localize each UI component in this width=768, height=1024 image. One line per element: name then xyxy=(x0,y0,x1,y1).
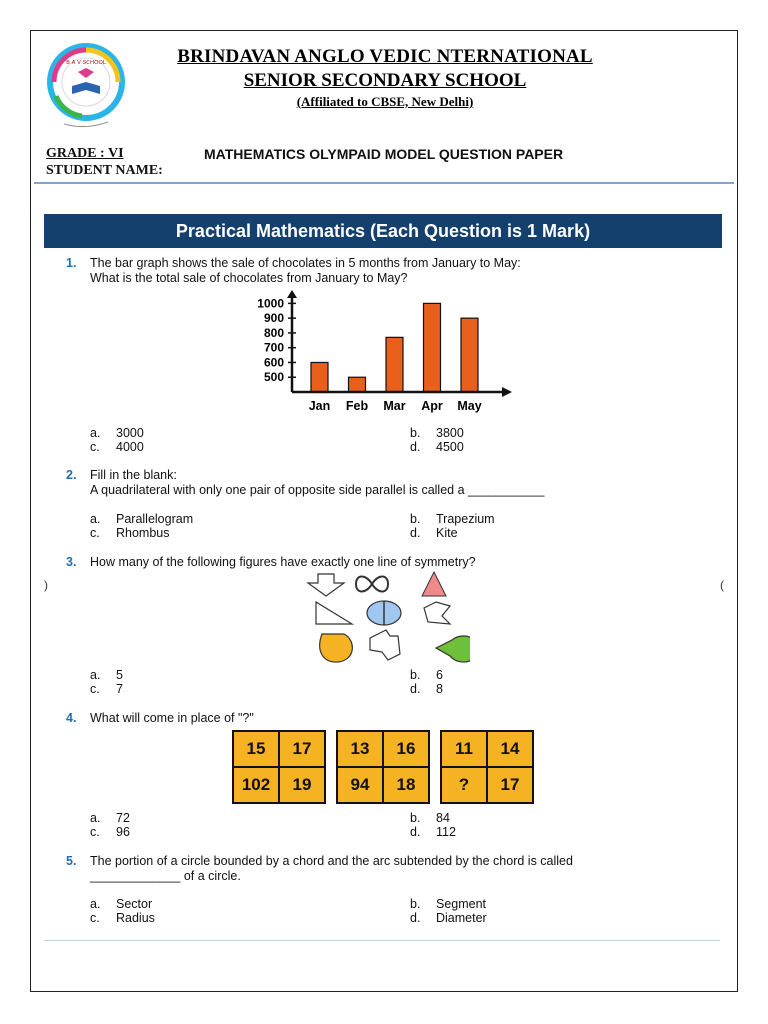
question-text: A quadrilateral with only one pair of opposite side parallel is called a ___________ xyxy=(90,483,545,497)
option-b[interactable]: b. Segment xyxy=(410,897,487,911)
grid-cell: 102 xyxy=(234,768,278,802)
footer-divider xyxy=(44,940,720,941)
y-tick-label: 500 xyxy=(263,370,284,385)
question-text: What is the total sale of chocolates from January to May? xyxy=(90,271,408,285)
option-b[interactable]: b. 84 xyxy=(410,811,450,825)
section-banner: Practical Mathematics (Each Question is 1 Mark) xyxy=(44,214,722,248)
x-tick-label: Mar xyxy=(383,399,406,413)
grid-cell: 16 xyxy=(384,732,428,766)
question-number: 5. xyxy=(66,854,77,868)
option-c[interactable]: c. 7 xyxy=(90,682,123,696)
bar-mar xyxy=(386,337,403,392)
x-tick-label: Jan xyxy=(308,399,331,413)
option-a[interactable]: a. 72 xyxy=(90,811,130,825)
option-d[interactable]: d. Diameter xyxy=(410,911,487,925)
triangle-figure xyxy=(422,572,446,596)
question-text: The bar graph shows the sale of chocolates in 5 months from January to May: xyxy=(90,256,521,270)
symmetry-figures xyxy=(300,570,470,666)
number-grid-3 xyxy=(440,730,534,804)
grid-cell: 15 xyxy=(234,732,278,766)
y-tick-label: 700 xyxy=(263,340,284,355)
option-b[interactable]: b. Trapezium xyxy=(410,512,495,526)
pacman-figure xyxy=(436,636,470,662)
y-tick-label: 600 xyxy=(263,355,284,370)
logo-text: B A V SCHOOL xyxy=(66,60,106,66)
blob-figure xyxy=(320,634,353,662)
question-text: Fill in the blank: xyxy=(90,468,177,482)
option-a[interactable]: a. Sector xyxy=(90,897,153,911)
bar-chart xyxy=(240,288,520,416)
school-name-line2: SENIOR SECONDARY SCHOOL xyxy=(243,70,527,91)
number-grid-1 xyxy=(232,730,326,804)
grid-cell: 19 xyxy=(280,768,324,802)
question-text: The portion of a circle bounded by a chord and the arc subtended by the chord is called xyxy=(90,854,573,868)
bar-apr xyxy=(424,303,441,392)
grid-cell: 14 xyxy=(488,732,532,766)
option-c[interactable]: c. Radius xyxy=(90,911,155,925)
option-b[interactable]: b. 3800 xyxy=(410,426,464,440)
grid-cell: 13 xyxy=(338,732,382,766)
option-d[interactable]: d. 112 xyxy=(410,825,456,839)
question-text: _____________ of a circle. xyxy=(90,869,241,883)
option-c[interactable]: c. 96 xyxy=(90,825,130,839)
grid-cell: 18 xyxy=(384,768,428,802)
margin-mark: ( xyxy=(720,578,724,592)
x-tick-label: May xyxy=(457,399,482,413)
grid-cell: 17 xyxy=(488,768,532,802)
margin-mark: ) xyxy=(44,578,48,592)
number-grid-2 xyxy=(336,730,430,804)
option-d[interactable]: d. 4500 xyxy=(410,440,464,454)
option-d[interactable]: d. 8 xyxy=(410,682,443,696)
affiliation: (Affiliated to CBSE, New Delhi) xyxy=(296,94,474,109)
bar-feb xyxy=(349,377,366,392)
polygon-figure xyxy=(424,602,450,624)
option-b[interactable]: b. 6 xyxy=(410,668,443,682)
question-text: How many of the following figures have exactly one line of symmetry? xyxy=(90,555,476,569)
y-axis-arrow xyxy=(287,290,297,298)
school-name-line1: BRINDAVAN ANGLO VEDIC NTERNATIONAL xyxy=(177,46,593,67)
option-d[interactable]: d. Kite xyxy=(410,526,458,540)
student-name-label: STUDENT NAME: xyxy=(46,163,163,178)
question-number: 3. xyxy=(66,555,77,569)
grid-cell: ? xyxy=(442,768,486,802)
paper-title: MATHEMATICS OLYMPAID MODEL QUESTION PAPER xyxy=(204,146,564,162)
school-header xyxy=(130,46,640,110)
school-logo xyxy=(42,42,130,130)
option-a[interactable]: a. 5 xyxy=(90,668,123,682)
question-number: 4. xyxy=(66,711,77,725)
grid-cell: 94 xyxy=(338,768,382,802)
y-tick-label: 1000 xyxy=(257,296,284,311)
infinity-figure xyxy=(356,577,388,592)
header-divider xyxy=(34,182,734,184)
x-tick-label: Feb xyxy=(345,399,369,413)
option-c[interactable]: c. Rhombus xyxy=(90,526,170,540)
question-number: 1. xyxy=(66,256,77,270)
grade-label: GRADE : VI xyxy=(46,146,124,161)
y-tick-label: 800 xyxy=(263,325,284,340)
bar-may xyxy=(461,318,478,392)
x-axis-arrow xyxy=(502,387,512,397)
grid-cell: 17 xyxy=(280,732,324,766)
option-a[interactable]: a. 3000 xyxy=(90,426,144,440)
grid-cell: 11 xyxy=(442,732,486,766)
right-triangle-figure xyxy=(316,602,352,624)
option-a[interactable]: a. Parallelogram xyxy=(90,512,194,526)
arrow-figure xyxy=(308,574,344,596)
question-text: What will come in place of "?" xyxy=(90,711,254,725)
question-number: 2. xyxy=(66,468,77,482)
option-c[interactable]: c. 4000 xyxy=(90,440,144,454)
bar-jan xyxy=(311,362,328,392)
x-tick-label: Apr xyxy=(421,399,443,413)
y-tick-label: 900 xyxy=(263,311,284,326)
irregular-figure xyxy=(370,630,400,660)
